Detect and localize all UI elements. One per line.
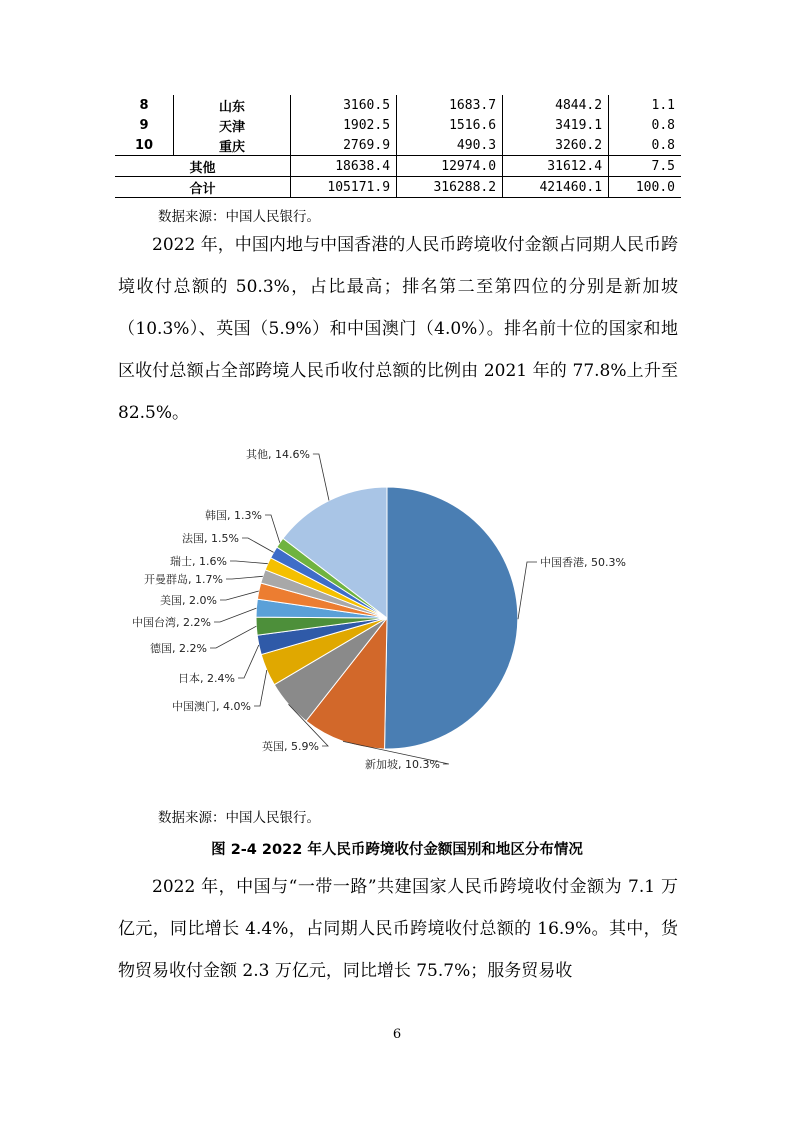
leader-line	[230, 561, 268, 564]
rank-cell: 8	[139, 97, 149, 113]
slice-label: 英国, 5.9%	[262, 740, 319, 753]
source-note: 数据来源：中国人民银行。	[158, 209, 320, 225]
table-row	[115, 135, 681, 156]
value-cell: 3160.5	[291, 95, 397, 115]
value-cell: 1902.5	[291, 115, 397, 135]
slice-label: 法国, 1.5%	[182, 532, 239, 545]
value-cell: 316288.2	[397, 177, 503, 198]
total-label: 合计	[115, 177, 291, 198]
value-cell: 31612.4	[503, 156, 609, 177]
leader-line	[210, 626, 256, 648]
table-row-total	[115, 177, 681, 198]
slice-label: 新加坡, 10.3%	[365, 758, 440, 771]
leader-line	[518, 562, 537, 619]
value-cell: 12974.0	[397, 156, 503, 177]
value-cell: 3260.2	[503, 135, 609, 156]
slice-label: 其他, 14.6%	[246, 448, 310, 461]
region-cell: 天津	[174, 115, 291, 135]
value-cell: 1683.7	[397, 95, 503, 115]
value-cell: 18638.4	[291, 156, 397, 177]
value-cell: 3419.1	[503, 115, 609, 135]
value-cell: 421460.1	[503, 177, 609, 198]
slice-label: 德国, 2.2%	[150, 642, 207, 655]
slice-label: 美国, 2.0%	[160, 594, 217, 607]
leader-line	[238, 645, 259, 678]
leader-line	[242, 538, 274, 552]
share-cell: 0.8	[609, 115, 681, 135]
slice-label: 韩国, 1.3%	[205, 509, 262, 522]
figure-caption: 图 2-4 2022 年人民币跨境收付金额国别和地区分布情况	[211, 842, 583, 858]
body-paragraph: 2022 年，中国内地与中国香港的人民币跨境收付金额占同期人民币跨境收付总额的 50.3%，占比最高；排名第二至第四位的分别是新加坡（10.3%）、英国（5.9%）和中国澳门（4.0%）。排名前十位的国家和地区收付总额占全部跨境人民币收付总额的比例由 2021 年的 77.8%上升至 82.5%。	[118, 235, 678, 423]
value-cell: 105171.9	[291, 177, 397, 198]
body-paragraph: 2022 年，中国与“一带一路”共建国家人民币跨境收付金额为 7.1 万亿元，同比增长 4.4%，占同期人民币跨境收付总额的 16.9%。其中，货物贸易收付金额 2.3 万亿元，同比增长 75.7%；服务贸易收	[118, 877, 678, 981]
slice-label: 中国台湾, 2.2%	[132, 616, 211, 629]
value-cell: 2769.9	[291, 135, 397, 156]
page-number: 6	[392, 1027, 402, 1042]
leader-line	[220, 591, 259, 600]
slice-label: 日本, 2.4%	[178, 672, 235, 685]
leader-line	[226, 576, 263, 579]
distribution-pie-chart	[0, 430, 794, 790]
share-cell: 7.5	[609, 156, 681, 177]
rank-cell: 9	[139, 117, 149, 133]
region-cell: 山东	[174, 95, 291, 115]
leader-line	[254, 670, 267, 706]
slice-label: 开曼群岛, 1.7%	[144, 573, 223, 586]
share-cell: 0.8	[609, 135, 681, 156]
table-row-other	[115, 156, 681, 177]
regional-data-table	[115, 95, 681, 198]
share-cell: 100.0	[609, 177, 681, 198]
table-row	[115, 115, 681, 135]
source-note: 数据来源：中国人民银行。	[158, 810, 320, 826]
rank-cell: 10	[134, 137, 154, 153]
table-row	[115, 95, 681, 115]
value-cell: 1516.6	[397, 115, 503, 135]
share-cell: 1.1	[609, 95, 681, 115]
region-cell: 重庆	[174, 135, 291, 156]
slice-label: 中国澳门, 4.0%	[172, 700, 251, 713]
value-cell: 490.3	[397, 135, 503, 156]
leader-line	[313, 454, 329, 501]
other-label: 其他	[115, 156, 291, 177]
leader-line	[214, 608, 256, 622]
leader-line	[265, 515, 280, 543]
slice-label: 中国香港, 50.3%	[540, 556, 626, 569]
slice-label: 瑞士, 1.6%	[170, 555, 227, 568]
pie-slice-1	[385, 487, 518, 749]
value-cell: 4844.2	[503, 95, 609, 115]
